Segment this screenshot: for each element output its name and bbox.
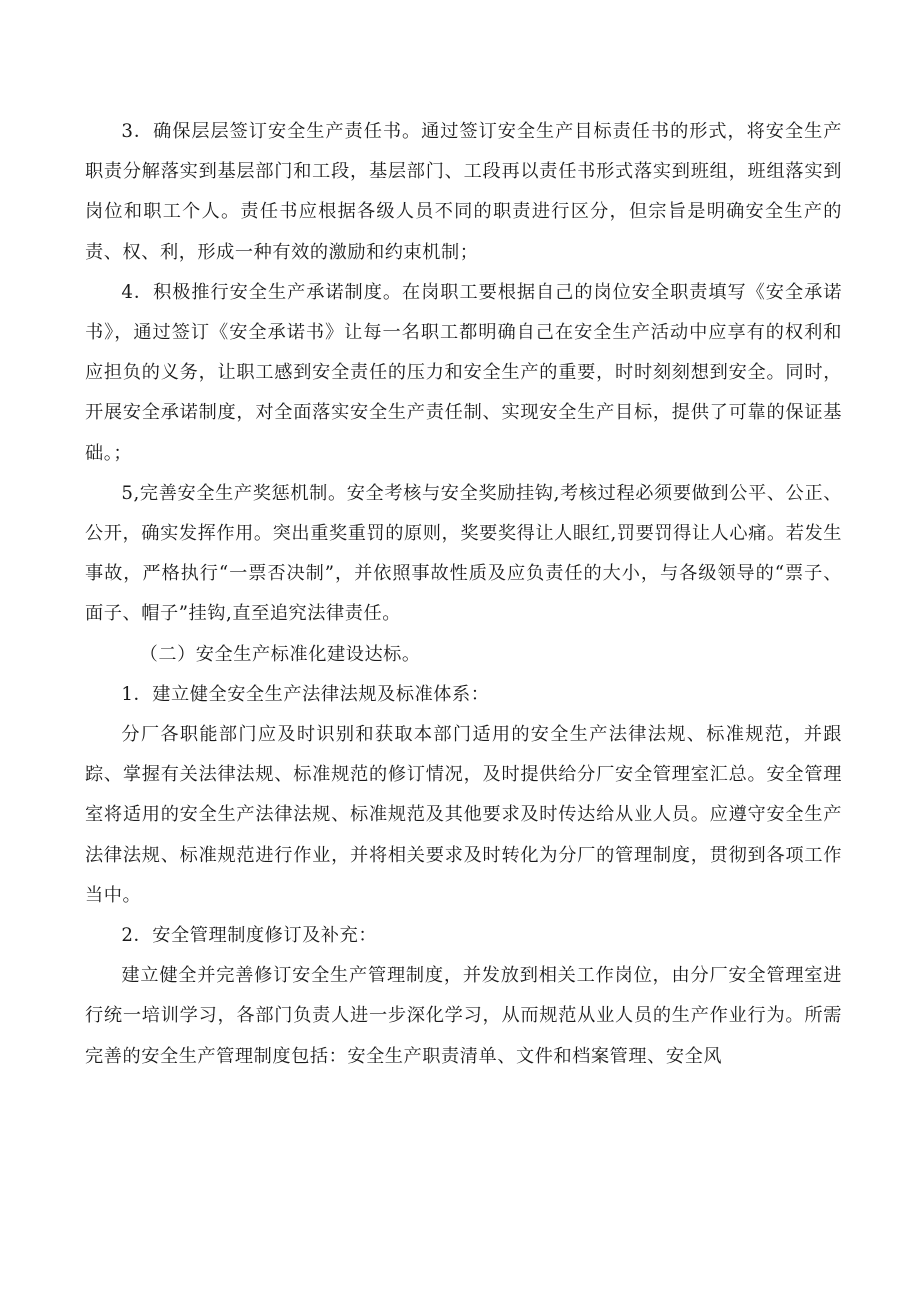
section-heading-2: （二）安全生产标准化建设达标。 xyxy=(139,643,421,665)
paragraph-item-5: 5,完善安全生产奖惩机制。安全考核与安全奖励挂钩,考核过程必须要做到公平、公正、公开，确实发挥作用。突出重奖重罚的原则，奖要奖得让人眼红,罚要罚得让人心痛。若发生事故，严格执行“一票否决制”，并依照事故性质及应负责任的大小，与各级领导的“票子、面子、帽子”挂钩,直至追究法律责任。 xyxy=(85,482,842,625)
paragraph-laws: 分厂各职能部门应及时识别和获取本部门适用的安全生产法律法规、标准规范，并跟踪、掌握有关法律法规、标准规范的修订情况，及时提供给分厂安全管理室汇总。安全管理室将适用的安全生产法律法规、标准规范及其他要求及时传达给从业人员。应遵守安全生产法律法规、标准规范进行作业，并将相关要求及时转化为分厂的管理制度，贯彻到各项工作当中。 xyxy=(85,724,842,906)
paragraph-rules: 建立健全并完善修订安全生产管理制度，并发放到相关工作岗位，由分厂安全管理室进行统一培训学习，各部门负责人进一步深化学习，从而规范从业人员的生产作业行为。所需完善的安全生产管理制度包括：安全生产职责清单、文件和档案管理、安全风 xyxy=(85,965,842,1067)
document-body xyxy=(85,112,842,1077)
subheading-1: 1．建立健全安全生产法律法规及标准体系： xyxy=(121,683,490,705)
paragraph-item-4: 4．积极推行安全生产承诺制度。在岗职工要根据自己的岗位安全职责填写《安全承诺书》，通过签订《安全承诺书》让每一名职工都明确自己在安全生产活动中应享有的权利和应担负的义务，让职工感到安全责任的压力和安全生产的重要，时时刻刻想到安全。同时，开展安全承诺制度，对全面落实安全生产责任制、实现安全生产目标，提供了可靠的保证基础。； xyxy=(85,281,842,464)
paragraph-item-3: 3．确保层层签订安全生产责任书。通过签订安全生产目标责任书的形式，将安全生产职责分解落实到基层部门和工段，基层部门、工段再以责任书形式落实到班组，班组落实到岗位和职工个人。责任书应根据各级人员不同的职责进行区分，但宗旨是明确安全生产的责、权、利，形成一种有效的激励和约束机制； xyxy=(85,121,842,263)
subheading-2: 2．安全管理制度修订及补充： xyxy=(121,925,378,947)
